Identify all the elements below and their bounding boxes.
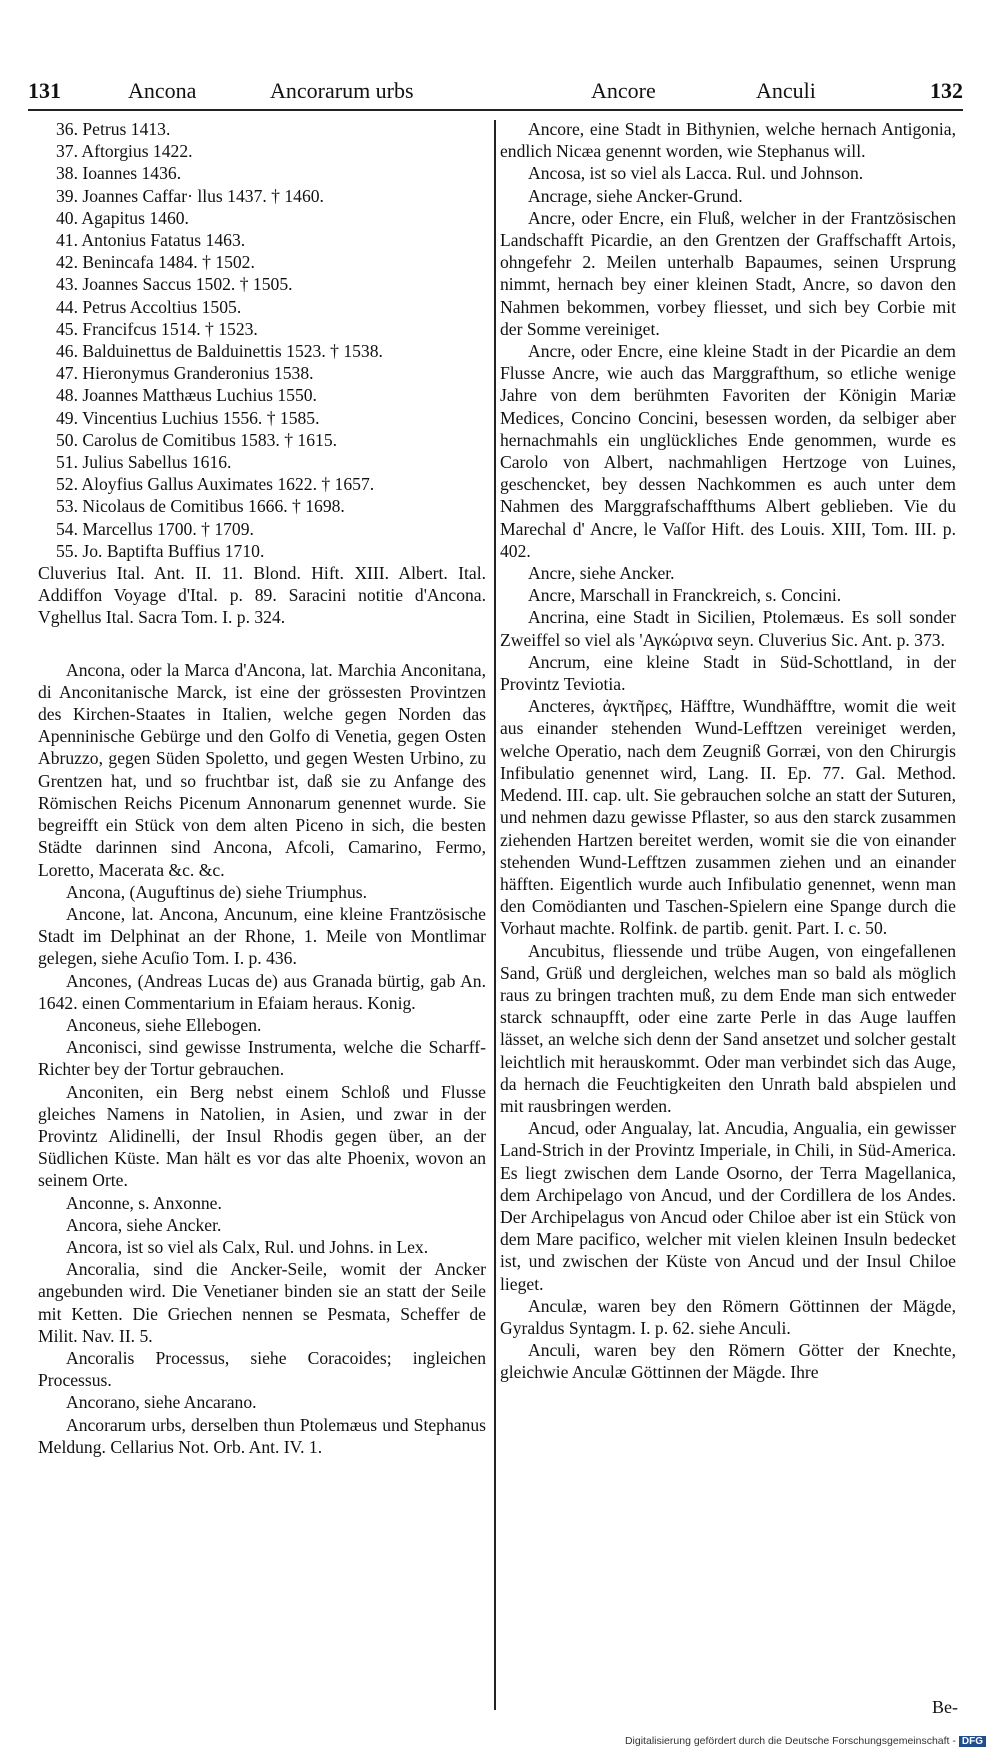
entry-paragraph: Ancubitus, fliessende und trübe Augen, von eingefallenen Sand, Grüß und dergleichen, welches man so bald als möglich raus zu bringen trachten muß, zu dem Ende man sich entweder starck schnaupfft, oder eine zarte Perle in das Auge lauffen lässet, an welche sich denn der Sand ansetzet und solcher gestalt leichtlich mit herauskommt. Oder man verbindet sich das Auge, da hernach die Feuchtigkeiten den Unrath bald abspielen und mit rausbringen werden. bbox=[500, 940, 956, 1116]
header-word-left-1: Ancona bbox=[128, 78, 197, 103]
entry-paragraph: Ancosa, ist so viel als Lacca. Rul. und Johnson. bbox=[528, 163, 864, 184]
entry-paragraph: Ancre, Marschall in Franckreich, s. Concini. bbox=[528, 585, 842, 606]
entry-paragraph: Anculæ, waren bey den Römern Göttinnen der Mägde, Gyraldus Syntagm. I. p. 62. siehe Anculi. bbox=[500, 1295, 956, 1338]
entry-paragraph: Ancrum, eine kleine Stadt in Süd-Schottland, in der Provintz Teviotia. bbox=[500, 651, 956, 695]
entry-paragraph: Ancona, (Auguftinus de) siehe Triumphus. bbox=[66, 881, 368, 902]
entry-paragraph: Ancteres, ἀγκτῆρες, Häfftre, Wundhäfftre, womit die weit aus einander stehenden Wund-Lefftzen vereiniget werden, welche Operatio, nach dem Zeugniß Gorræi, von den Chirurgis Infibulatio genennet wird, Lang. II. Ep. 77. Gal. Method. Medend. III. cap. ult. Sie gebrauchen solche an statt der Suturen, und nehmen dazu gewisse Pflaster, so aus den starck zusammen ziehenden Hartzen bereitet werden, womit sie die von einander stehenden Wund-Lefftzen zusammen ziehen und an einander häfften. Eigentlich wurde auch Infibulatio genennet, wenn man den Comödianten und Taschen-Spielern eine Spange durch die Vorhaut machte. Rolfink. de partib. genit. Part. I. c. 50. bbox=[500, 696, 956, 939]
entry-paragraph: Anconne, s. Anxonne. bbox=[66, 1192, 222, 1213]
left-column bbox=[38, 118, 486, 1458]
list-item: 54. Marcellus 1700. † 1709. bbox=[56, 518, 254, 539]
entry-paragraph: Ancora, siehe Ancker. bbox=[66, 1214, 222, 1235]
running-header bbox=[28, 76, 963, 112]
bishop-list bbox=[38, 118, 486, 562]
entry-paragraph: Ancora, ist so viel als Calx, Rul. und Johns. in Lex. bbox=[66, 1236, 429, 1257]
entry-paragraph: Ancone, lat. Ancona, Ancunum, eine kleine Frantzösische Stadt im Delphinat an der Rhone, 1. Meile von Montlimar gelegen, siehe Acuſio Tom. I. p. 436. bbox=[38, 903, 486, 969]
list-item: 50. Carolus de Comitibus 1583. † 1615. bbox=[56, 429, 338, 450]
list-item: 41. Antonius Fatatus 1463. bbox=[56, 230, 246, 251]
header-word-left-2: Ancorarum urbs bbox=[270, 78, 414, 103]
list-item: 42. Benincafa 1484. † 1502. bbox=[56, 252, 255, 273]
right-column bbox=[500, 118, 956, 1384]
entry-paragraph: Ancrina, eine Stadt in Sicilien, Ptolemæus. Es soll sonder Zweiffel so viel als 'Αγκώρινα seyn. Cluverius Sic. Ant. p. 373. bbox=[500, 607, 956, 650]
list-item: 48. Joannes Matthæus Luchius 1550. bbox=[56, 385, 317, 406]
list-references: Cluverius Ital. Ant. II. 11. Blond. Hift. XIII. Albert. Ital. Addiffon Voyage d'Ital. p. 89. Saracini notitie d'Ancona. Vghellus Ital. Sacra Tom. I. p. 324. bbox=[38, 563, 486, 628]
entry-paragraph: Ancrage, siehe Ancker-Grund. bbox=[528, 185, 743, 206]
list-item: 39. Joannes Caffar· llus 1437. † 1460. bbox=[56, 185, 324, 206]
list-item: 38. Ioannes 1436. bbox=[56, 163, 182, 184]
list-item: 51. Julius Sabellus 1616. bbox=[56, 452, 232, 473]
list-item: 52. Aloyfius Gallus Auximates 1622. † 1657. bbox=[56, 474, 375, 495]
list-item: 46. Balduinettus de Balduinettis 1523. † 1538. bbox=[56, 341, 383, 362]
digitization-footer bbox=[625, 1735, 986, 1747]
entry-paragraph: Ancoralis Processus, siehe Coracoides; ingleichen Processus. bbox=[38, 1347, 486, 1391]
page-number-right: 132 bbox=[930, 78, 963, 103]
list-item: 43. Joannes Saccus 1502. † 1505. bbox=[56, 274, 293, 295]
entry-paragraph: Ancore, eine Stadt in Bithynien, welche hernach Antigonia, endlich Nicæa genennt worden, wie Stephanus will. bbox=[500, 119, 956, 162]
entry-paragraph: Ancre, oder Encre, eine kleine Stadt in der Picardie an dem Flusse Ancre, wie auch das Marggrafthum, so etliche wenige Jahre von dem berühmten Favoriten der Königin Mariæ Medices, Concino Concini, besessen worden, da selbiger aber hernachmahls ein unglückliches Ende genommen, wurde es Carolo von Albert, nachmahligen Hertzoge von Luines, geschencket, bey dessen Nachkommen es auch unter dem Nahmen des Marggrafschaffthums Albert geblieben. Vie du Marechal d' Ancre, le Vaſſor Hift. des Louis. XIII, Tom. III. p. 402. bbox=[500, 341, 956, 561]
column-divider bbox=[494, 120, 496, 1710]
dfg-logo: DFG bbox=[959, 1736, 986, 1747]
entry-paragraph: Ancorarum urbs, derselben thun Ptolemæus und Stephanus Meldung. Cellarius Not. Orb. Ant. IV. 1. bbox=[38, 1414, 486, 1457]
entry-paragraph: Anconiten, ein Berg nebst einem Schloß und Flusse gleiches Namens in Natolien, in Asien, und zwar in der Provintz Alidinelli, der Insul Rhodis gegen über, an der Südlichen Küste. Man hält es vor das alte Phoenix, wovon an seinem Orte. bbox=[38, 1081, 486, 1191]
entry-paragraph: Ancoralia, sind die Ancker-Seile, womit der Ancker angebunden wird. Die Venetianer binden sie an statt der Seile mit Ketten. Die Griechen nennen se Pesmata, Scheffer de Milit. Nav. II. 5. bbox=[38, 1259, 486, 1346]
header-rule bbox=[28, 109, 963, 111]
entry-paragraph: Anconisci, sind gewisse Instrumenta, welche die Scharff-Richter bey der Tortur gebrauchen. bbox=[38, 1037, 486, 1080]
list-item: 55. Jo. Baptifta Buffius 1710. bbox=[56, 540, 265, 561]
entry-paragraph: Ancud, oder Angualay, lat. Ancudia, Angualia, ein gewisser Land-Strich in der Provintz Imperiale, in Chili, in Süd-America. Es liegt zwischen dem Lande Osorno, der Terra Magellanica, dem Archipelago von Ancud, und der Cordillera de los Andes. Der Archipelagus von Ancud oder Chiloe aber ist ein Stück von dem Mare pacifico, welcher mit vielen kleinen Insuln bedecket ist, und zwischen der Küste von Ancud und der Insul Chiloe lieget. bbox=[500, 1118, 956, 1294]
header-word-right-2: Anculi bbox=[756, 78, 816, 103]
list-item: 40. Agapitus 1460. bbox=[56, 207, 189, 228]
entry-paragraph: Ancre, siehe Ancker. bbox=[528, 563, 675, 584]
entry-paragraph: Ancorano, siehe Ancarano. bbox=[66, 1392, 257, 1413]
header-word-right-1: Ancore bbox=[591, 78, 656, 103]
catchword: Be- bbox=[932, 1697, 958, 1717]
footer-text: Digitalisierung gefördert durch die Deutsche Forschungsgemeinschaft - bbox=[624, 1735, 956, 1747]
list-item: 37. Aftorgius 1422. bbox=[56, 141, 193, 162]
list-item: 44. Petrus Accoltius 1505. bbox=[56, 296, 242, 317]
entry-paragraph: Ancona, oder la Marca d'Ancona, lat. Marchia Anconitana, di Anconitanische Marck, ist eine der grössesten Provintzen des Kirchen-Staates in Italien, welche gegen Norden das Apenninische Gebürge und den Golfo di Venetia, gegen Osten Abruzzo, gegen Süden Spoletto, und gegen Westen Urbino, zu Grentzen hat, und so fruchtbar ist, daß sie zu Anfange des Römischen Reichs Picenum Annonarum genennet wurde. Sie begreifft ein Stück von dem alten Piceno in sich, die besten Städte darinnen sind Ancona, Afcoli, Camarino, Fermo, Loretto, Macerata &c. &c. bbox=[38, 659, 486, 880]
entry-paragraph: Anconeus, siehe Ellebogen. bbox=[66, 1014, 262, 1035]
page-number-left: 131 bbox=[28, 78, 61, 103]
list-item: 45. Francifcus 1514. † 1523. bbox=[56, 318, 258, 339]
list-item: 36. Petrus 1413. bbox=[56, 119, 171, 139]
entry-paragraph: Ancones, (Andreas Lucas de) aus Granada bürtig, gab An. 1642. einen Commentarium in Efaiam heraus. Konig. bbox=[38, 970, 486, 1013]
list-item: 47. Hieronymus Granderonius 1538. bbox=[56, 363, 314, 384]
list-item: 49. Vincentius Luchius 1556. † 1585. bbox=[56, 407, 320, 428]
list-item: 53. Nicolaus de Comitibus 1666. † 1698. bbox=[56, 496, 345, 517]
entry-paragraph: Ancre, oder Encre, ein Fluß, welcher in der Frantzösischen Landschafft Picardie, an den Grentzen der Graffschafft Artois, ohngefehr 2. Meilen unterhalb Bapaumes, seinen Ursprung nimmt, hernach bey einer kleinen Stadt, Ancre, so davon den Nahmen bekommen, vorbey fliesset, und sich bey Corbie mit der Somme vereiniget. bbox=[500, 207, 956, 339]
entry-paragraph: Anculi, waren bey den Römern Götter der Knechte, gleichwie Anculæ Göttinnen der Mägde. Ihre bbox=[500, 1340, 956, 1383]
